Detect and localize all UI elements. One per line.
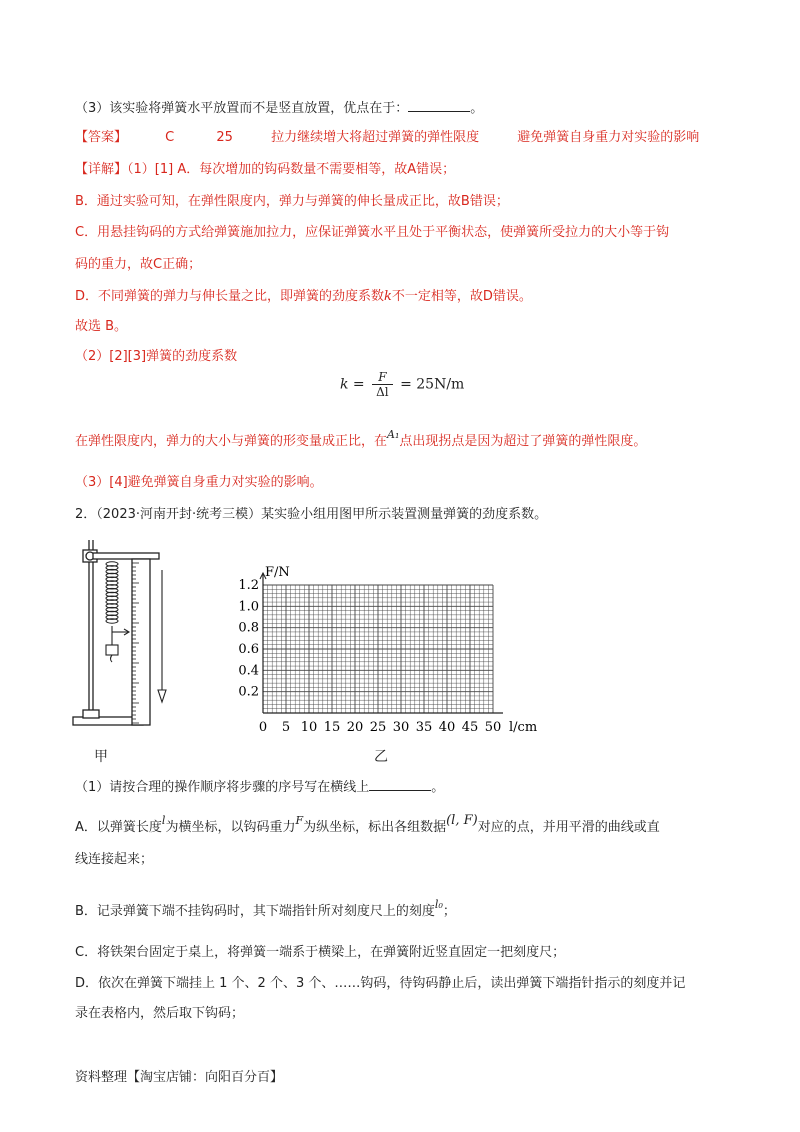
- step-a-line-2: 线连接起来；: [75, 852, 154, 867]
- answer-line: [75, 129, 699, 147]
- footer-text: 资料整理【淘宝店铺：向阳百分百】: [75, 1070, 284, 1085]
- step-text: 对应的点，并用平滑的曲线或直: [477, 820, 660, 835]
- detail-text: 不一定相等，故D错误。: [391, 289, 532, 304]
- x-tick-labels: [259, 720, 501, 735]
- y-tick-label: 1.2: [238, 578, 259, 593]
- detail-line-7: （2）[2][3]弹簧的劲度系数: [75, 349, 238, 364]
- y-tick-label: 0.2: [238, 684, 259, 700]
- detail-line-5: [75, 288, 532, 306]
- step-text: 为横坐标，以钩码重力: [165, 820, 296, 835]
- y-tick-label: 1.0: [238, 599, 259, 615]
- sub-question-end: 。: [431, 780, 445, 795]
- figure-jia-label: 甲: [94, 749, 108, 765]
- detail-line-3: C．用悬挂钩码的方式给弹簧施加拉力，应保证弹簧水平且处于平衡状态，使弹簧所受拉力的大小等于钩: [75, 225, 670, 240]
- apparatus-figure: [65, 530, 180, 765]
- question-3-line: [75, 99, 483, 118]
- x-tick-label: 20: [346, 720, 364, 735]
- step-text: 为纵坐标，标出各组数据: [303, 820, 447, 835]
- y-axis-label: F/N: [265, 565, 290, 580]
- y-tick-labels: [238, 578, 259, 700]
- variable-l: l: [161, 814, 166, 827]
- point-a1: A₁: [387, 428, 400, 441]
- step-text: ；: [442, 904, 456, 919]
- detail-tag: 【详解】: [75, 162, 128, 177]
- x-tick-label: 5: [281, 720, 291, 735]
- detail-text: （1）[1] A．每次增加的钩码数量不需要相等，故A错误；: [127, 162, 456, 177]
- detail-line-6: 故选 B。: [75, 319, 128, 334]
- force-length-chart: [225, 565, 545, 740]
- detail-line-2: B．通过实验可知，在弹性限度内，弹力与弹簧的伸长量成正比，故B错误；: [75, 194, 509, 209]
- answer-item: 避免弹簧自身重力对实验的影响: [517, 130, 700, 145]
- variable-f: F: [295, 814, 304, 827]
- chart-grid: [263, 585, 493, 713]
- step-c-line: C．将铁架台固定于桌上，将弹簧一端系于横梁上，在弹簧附近竖直固定一把刻度尺；: [75, 945, 566, 960]
- y-tick-label: 0.8: [238, 620, 259, 636]
- data-pair: (l, F): [446, 813, 478, 828]
- x-tick-label: 35: [415, 720, 433, 735]
- x-tick-label: 15: [323, 720, 341, 735]
- y-tick-label: 0.4: [238, 663, 259, 679]
- formula-fraction: [372, 370, 393, 399]
- question-3-prompt: （3）该实验将弹簧水平放置而不是竖直放置，优点在于：: [75, 101, 409, 116]
- x-axis-label: l/cm: [509, 720, 538, 735]
- sub-question-prompt: （1）请按合理的操作顺序将步骤的序号写在横线上: [75, 780, 370, 795]
- x-tick-label: 50: [484, 720, 502, 735]
- step-text: B．记录弹簧下端不挂钩码时，其下端指针所对刻度尺上的刻度: [75, 904, 435, 919]
- answer-tag: 【答案】: [75, 130, 128, 145]
- step-text: A．以弹簧长度: [75, 820, 162, 835]
- formula-rhs: = 25N/m: [400, 376, 465, 393]
- x-tick-label: 10: [300, 720, 318, 735]
- formula-numerator: F: [372, 370, 393, 385]
- answer-blank: [369, 778, 431, 791]
- sub-question-1: [75, 778, 444, 797]
- x-tick-label: 40: [438, 720, 456, 735]
- x-tick-label: 30: [392, 720, 410, 735]
- detail-text: 点出现拐点是因为超过了弹簧的弹性限度。: [399, 434, 647, 449]
- detail-line-1: [75, 161, 455, 179]
- question-3-end: 。: [470, 101, 484, 116]
- step-d-line-2: 录在表格内，然后取下钩码；: [75, 1006, 245, 1021]
- detail-text: D．不同弹簧的弹力与伸长量之比，即弹簧的劲度系数: [75, 289, 385, 304]
- x-tick-label: 25: [369, 720, 387, 735]
- detail-line-8: [75, 428, 647, 451]
- y-tick-label: 0.6: [238, 642, 259, 657]
- answer-blank: [408, 99, 470, 112]
- spring: [106, 562, 118, 623]
- formula-denominator: Δl: [376, 385, 389, 399]
- x-tick-label: 0: [258, 720, 268, 735]
- step-b-line: [75, 898, 456, 921]
- answer-item: 拉力继续增大将超过弹簧的弹性限度: [271, 130, 480, 145]
- spring-constant-formula: [340, 370, 464, 399]
- detail-line-4: 码的重力，故C正确；: [75, 257, 202, 272]
- answer-item: C: [165, 130, 175, 145]
- formula-lhs: k =: [340, 376, 365, 393]
- variable-l0: l₀: [434, 898, 443, 911]
- detail-text: 在弹性限度内，弹力的大小与弹簧的形变量成正比，在: [75, 434, 388, 449]
- question-2-title: 2．（2023·河南开封·统考三模）某实验小组用图甲所示装置测量弹簧的劲度系数。: [75, 507, 548, 522]
- detail-line-9: （3）[4]避免弹簧自身重力对实验的影响。: [75, 475, 323, 490]
- step-a-line-1: [75, 813, 660, 837]
- answer-item: 25: [216, 130, 233, 145]
- figure-yi-label: 乙: [374, 749, 388, 765]
- x-tick-label: 45: [461, 720, 479, 735]
- step-d-line-1: D．依次在弹簧下端挂上 1 个、2 个、3 个、……钩码，待钩码静止后，读出弹簧下端指针指示的刻度并记: [75, 976, 686, 991]
- variable-k: k: [384, 289, 392, 304]
